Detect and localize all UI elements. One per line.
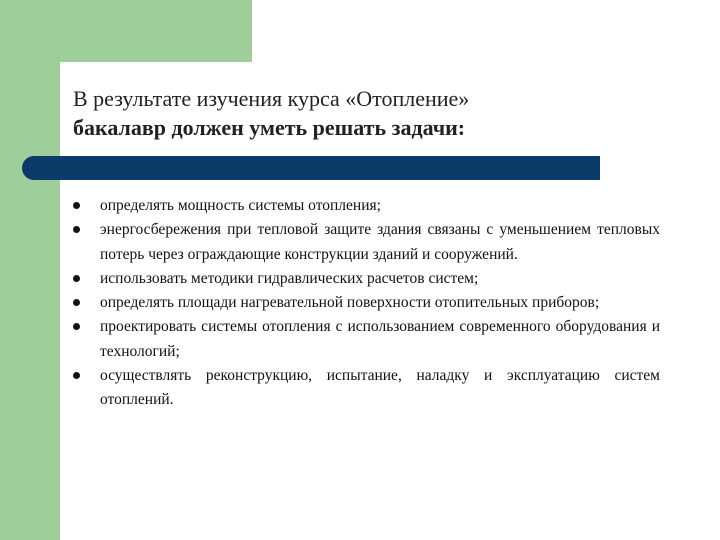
list-item [72, 364, 660, 413]
bullet-icon [73, 372, 80, 379]
slide-title [73, 84, 693, 142]
list-item [72, 194, 660, 218]
bullet-icon [73, 275, 80, 282]
list-item [72, 291, 660, 315]
list-item [72, 267, 660, 291]
list-item-text: определять площади нагревательной поверхности отопительных приборов; [100, 294, 600, 312]
bullet-icon [73, 323, 80, 330]
list-item-text: проектировать системы отопления с использованием современного оборудования и технологий; [100, 318, 660, 360]
list-item-text: использовать методики гидравлических расчетов систем; [100, 269, 479, 287]
bullet-list [72, 194, 660, 413]
bullet-icon [73, 226, 80, 233]
list-item [72, 315, 660, 364]
list-item-text: энергосбережения при тепловой защите здания связаны с уменьшением тепловых потерь через ограждающие конструкции зданий и сооружений. [100, 221, 660, 263]
left-green-strip [0, 0, 60, 540]
title-divider-bar [22, 156, 600, 180]
list-item [72, 218, 660, 267]
list-item-text: определять мощность системы отопления; [100, 197, 381, 214]
top-green-corner [0, 0, 252, 62]
list-item-text: осуществлять реконструкцию, испытание, наладку и эксплуатацию систем отоплений. [100, 367, 660, 409]
title-line-1: В результате изучения курса «Отопление» [73, 86, 470, 111]
bullet-icon [73, 299, 80, 306]
title-line-2: бакалавр должен уметь решать задачи: [73, 115, 466, 140]
bullet-icon [73, 202, 80, 209]
